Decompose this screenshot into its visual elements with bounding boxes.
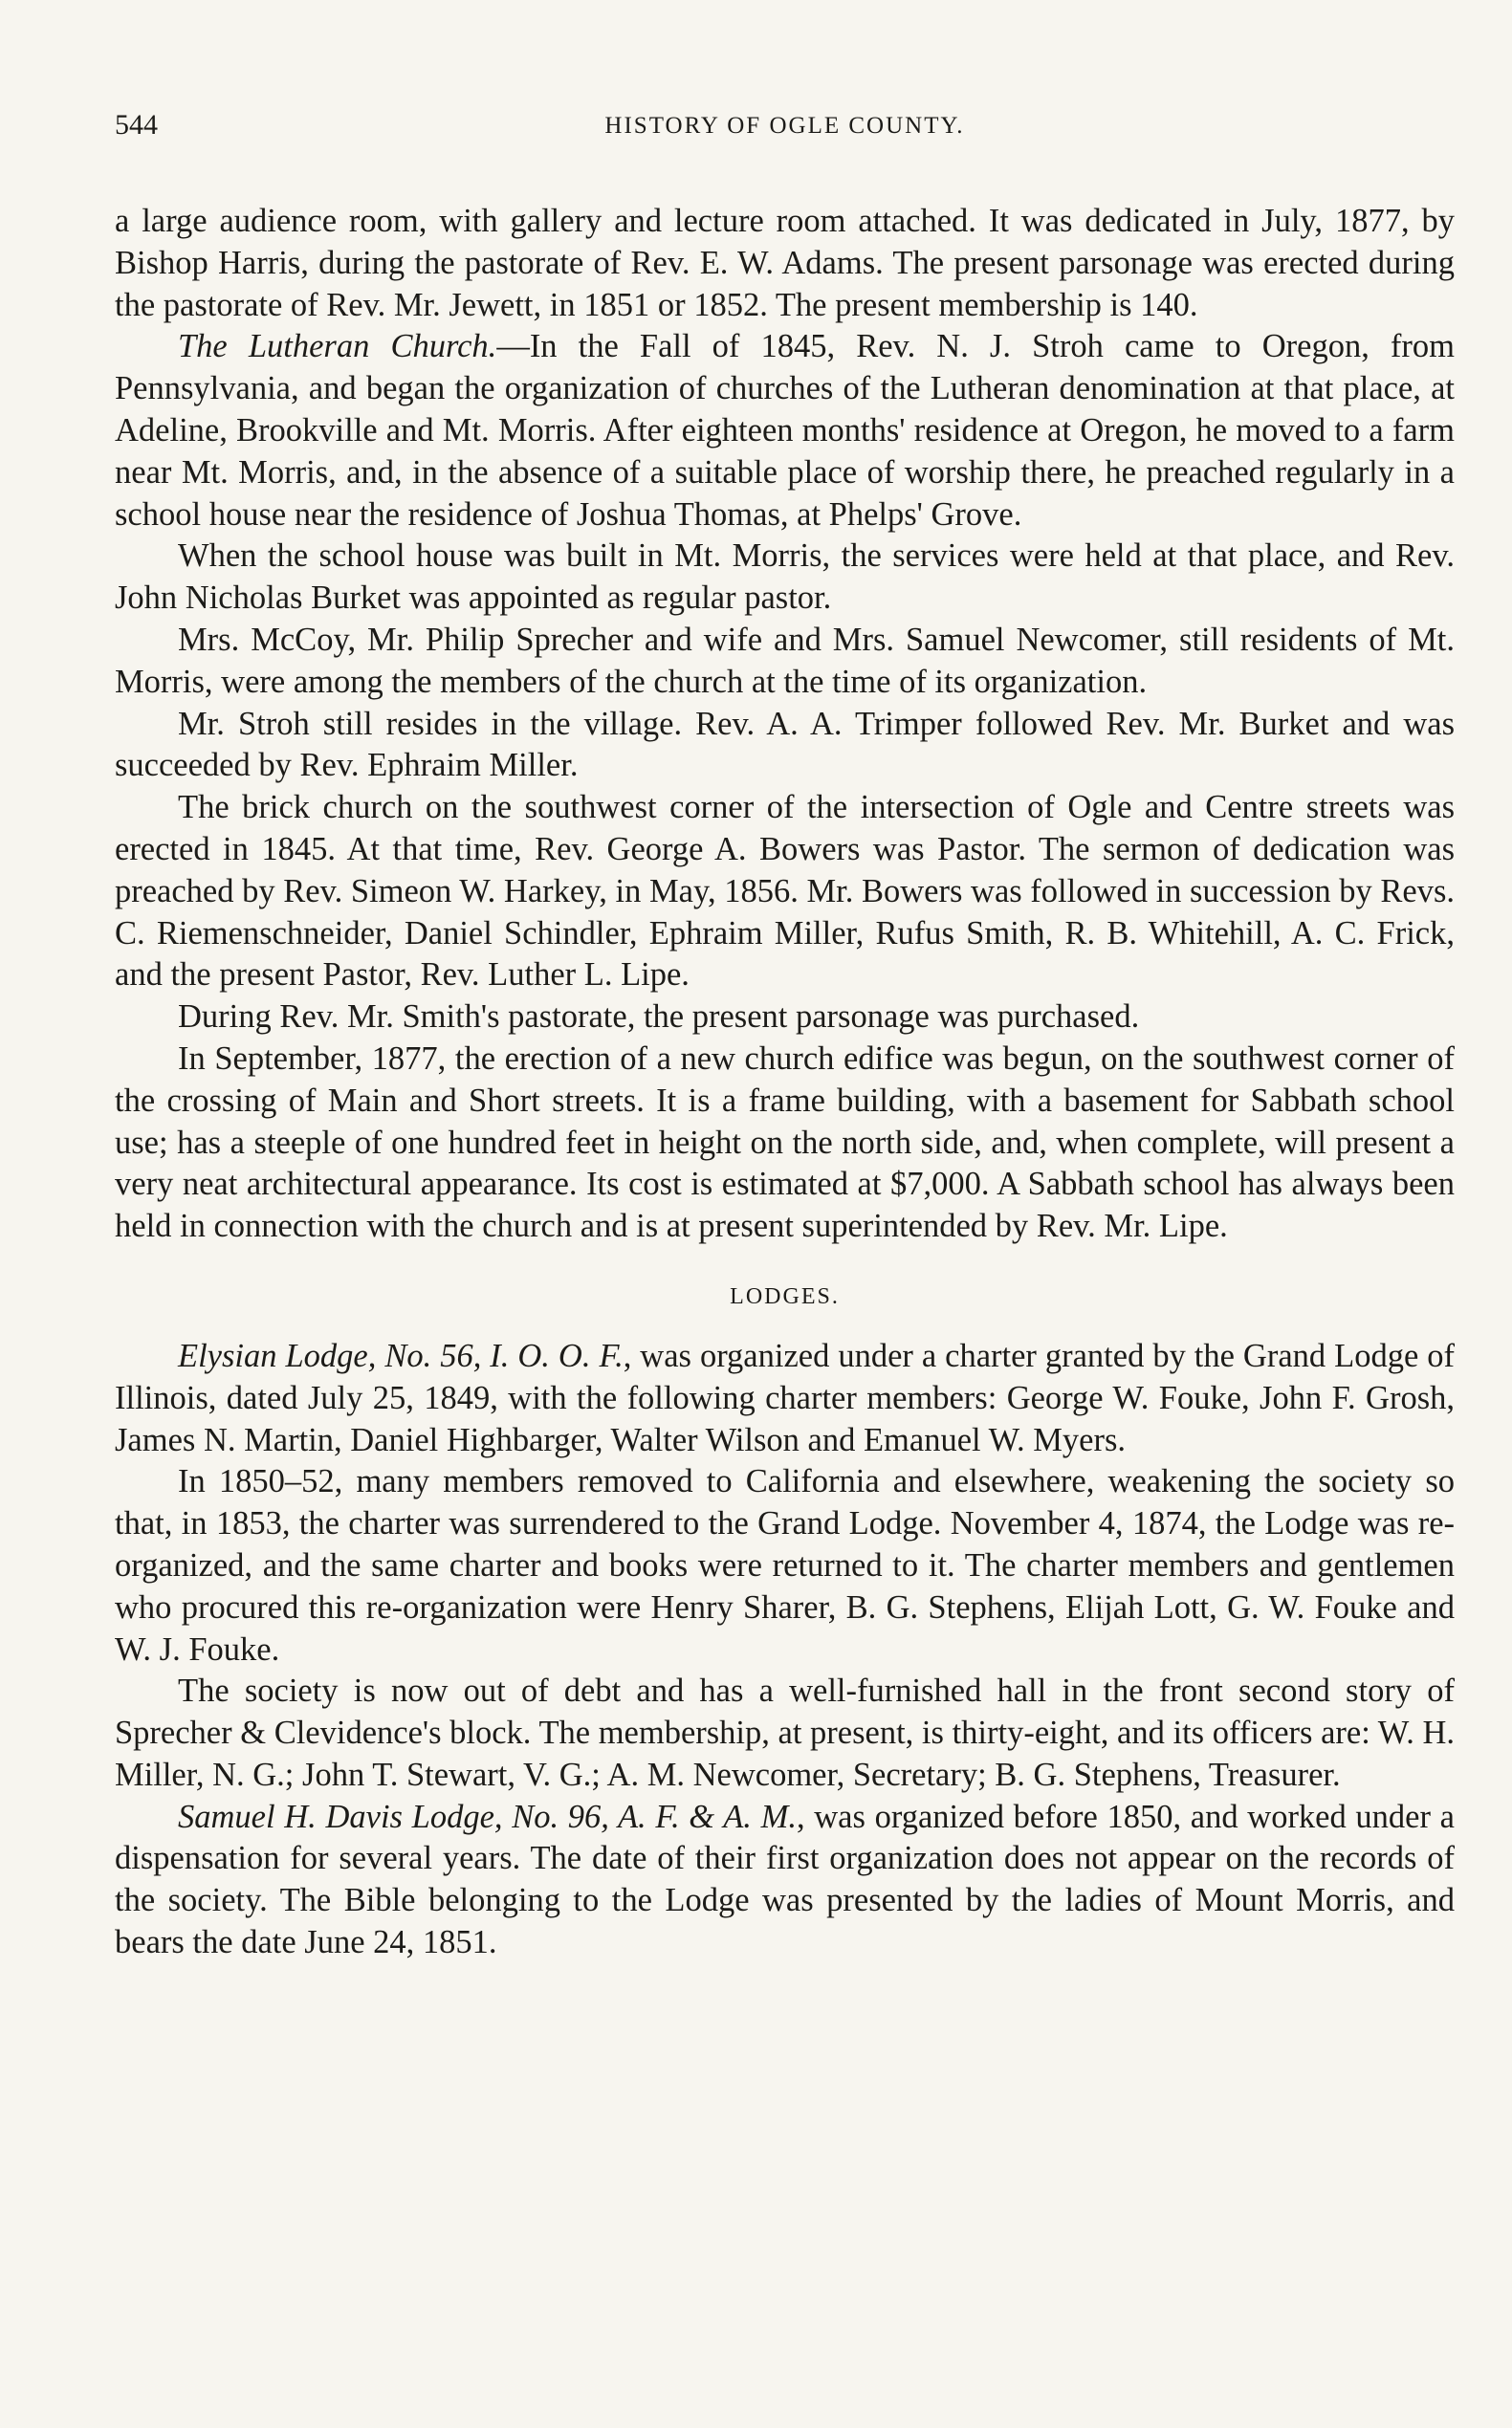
lutheran-church-title: The Lutheran Church. [178, 328, 497, 365]
paragraph-stroh: Mr. Stroh still resides in the village. Rev. A. A. Trimper followed Rev. Mr. Burket and was succeeded by Rev. Ephraim Miller. [115, 705, 1455, 784]
section-heading-lodges: LODGES. [730, 1283, 840, 1309]
paragraph-reorganization: In 1850–52, many members removed to California and elsewhere, weakening the society so that, in 1853, the charter was surrendered to the Grand Lodge. November 4, 1874, the Lodge was re-organized, and the same charter and books were returned to it. The charter members and gentlemen who procured this re-organization were Henry Sharer, B. G. Stephens, Elijah Lott, G. W. Fouke and W. J. Fouke. [115, 1463, 1455, 1668]
paragraph-brick-church: The brick church on the southwest corner of the intersection of Ogle and Centre streets was erected in 1845. At that time, Rev. George A. Bowers was Pastor. The sermon of dedication was preached by Rev. Simeon W. Harkey, in May, 1856. Mr. Bowers was followed in succession by Revs. C. Riemenschneider, Daniel Schindler, Ephraim Miller, Rufus Smith, R. B. Whitehill, A. C. Frick, and the present Pastor, Rev. Luther L. Lipe. [115, 789, 1455, 994]
paragraph-new-edifice: In September, 1877, the erection of a new church edifice was begun, on the southwest corner of the crossing of Main and Short streets. It is a frame building, with a basement for Sabbath school use; has a steeple of one hundred feet in height on the north side, and, when complete, will present a very neat architectural appearance. Its cost is estimated at $7,000. A Sabbath school has always been held in connection with the church and is at present superintended by Rev. Mr. Lipe. [115, 1039, 1455, 1245]
davis-lodge-title: Samuel H. Davis Lodge, No. 96, A. F. & A. M. [178, 1798, 797, 1835]
davis-lodge-text: , was organized before 1850, and worked under a dispensation for several years. The date of their first organization does not appear on the records of the society. The Bible belonging to the Lodge was presented by the ladies of Mount Morris, and bears the date June 24, 1851. [115, 1798, 1455, 1961]
paragraph-society-hall: The society is now out of debt and has a well-furnished hall in the front second story of Sprecher & Clevidence's block. The membership, at present, is thirty-eight, and its officers are: W. H. Miller, N. G.; John T. Stewart, V. G.; A. M. Newcomer, Secretary; B. G. Stephens, Treasurer. [115, 1673, 1455, 1793]
paragraph-davis-lodge [115, 1797, 1455, 1964]
elysian-lodge-title: Elysian Lodge, No. 56, I. O. O. F. [178, 1337, 624, 1374]
paragraph-lutheran-church [115, 326, 1455, 536]
paragraph-methodist-continued: a large audience room, with gallery and lecture room attached. It was dedicated in July, 1877, by Bishop Harris, during the pastorate of Rev. E. W. Adams. The present parsonage was erected during the pastorate of Rev. Mr. Jewett, in 1851 or 1852. The present membership is 140. [115, 203, 1455, 323]
running-title: HISTORY OF OGLE COUNTY. [604, 113, 965, 139]
page-header [115, 109, 1455, 159]
paragraph-school-house: When the school house was built in Mt. Morris, the services were held at that place, and Rev. John Nicholas Burket was appointed as regular pastor. [115, 537, 1455, 617]
paragraph-elysian-lodge [115, 1336, 1455, 1461]
page-body [115, 201, 1455, 1964]
paragraph-founding-members: Mrs. McCoy, Mr. Philip Sprecher and wife and Mrs. Samuel Newcomer, still residents of Mt. Morris, were among the members of the church at the time of its organization. [115, 621, 1455, 700]
elysian-lodge-text: , was organized under a charter granted by the Grand Lodge of Illinois, dated July 25, 1849, with the following charter members: George W. Fouke, John F. Grosh, James N. Martin, Daniel Highbarger, Walter Wilson and Emanuel W. Myers. [115, 1337, 1455, 1458]
paragraph-parsonage: During Rev. Mr. Smith's pastorate, the present parsonage was purchased. [178, 998, 1140, 1036]
page-number: 544 [115, 109, 158, 141]
lutheran-church-text: —In the Fall of 1845, Rev. N. J. Stroh came to Oregon, from Pennsylvania, and began the organization of churches of the Lutheran denomination at that place, at Adeline, Brookville and Mt. Morris. After eighteen months' residence at Oregon, he moved to a farm near Mt. Morris, and, in the absence of a suitable place of worship there, he preached regularly in a school house near the residence of Joshua Thomas, at Phelps' Grove. [115, 328, 1455, 533]
